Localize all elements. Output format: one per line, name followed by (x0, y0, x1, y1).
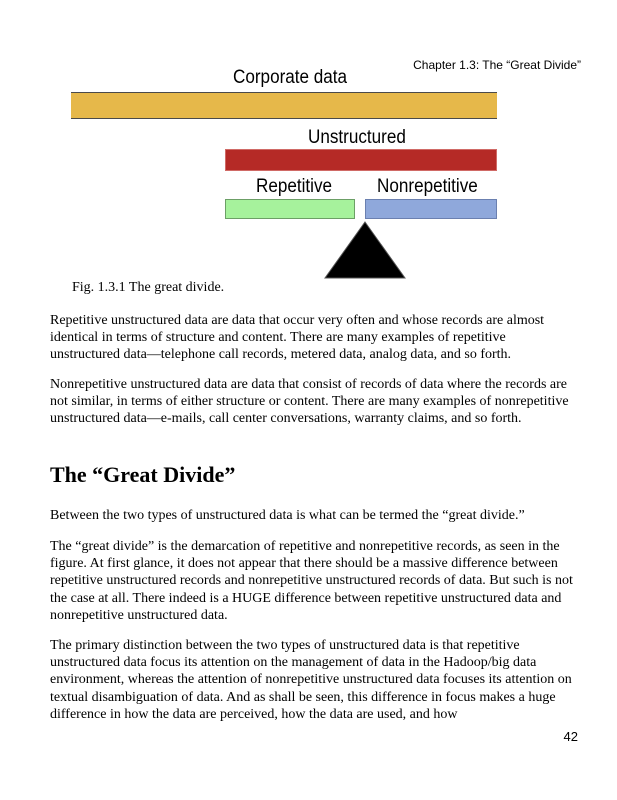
corporate-data-bar (71, 92, 497, 119)
running-header: Chapter 1.3: The “Great Divide” (413, 58, 581, 72)
corporate-data-label: Corporate data (233, 67, 348, 88)
paragraph-primary-distinction: The primary distinction between the two types of unstructured data is that repetitive unstructured data focus its attention on the management of data in the Hadoop/big data environment, whereas the attention of nonrepetitive unstructured data focuses its attention on textual disambiguation of data. And as shall be seen, this difference in focus makes a huge difference in how the data are perceived, how the data are used, and how (50, 638, 572, 722)
unstructured-label: Unstructured (308, 127, 406, 148)
repetitive-label: Repetitive (256, 176, 333, 197)
page-number: 42 (563, 729, 578, 744)
paragraph-between: Between the two types of unstructured data is what can be termed the “great divide.” (50, 508, 525, 523)
paragraph-repetitive: Repetitive unstructured data are data that occur very often and whose records are almost identical in terms of structure and content. There are many examples of repetitive unstructured data—telephone call records, metered data, analog data, and so forth. (50, 313, 545, 363)
nonrepetitive-bar (365, 199, 497, 219)
nonrepetitive-label: Nonrepetitive (377, 176, 478, 197)
section-heading: The “Great Divide” (50, 462, 236, 487)
repetitive-bar (225, 199, 355, 219)
unstructured-bar (225, 149, 497, 171)
fulcrum-triangle (322, 220, 408, 280)
figure-caption: Fig. 1.3.1 The great divide. (72, 280, 225, 295)
paragraph-great-divide: The “great divide” is the demarcation of repetitive and nonrepetitive records, as seen in the figure. At first glance, it does not appear that there should be a massive difference between repetitive unstructured records and nonrepetitive unstructured records of data. But such is not the case at all. There indeed is a HUGE difference between repetitive unstructured data and nonrepetitive unstructured data. (50, 539, 573, 623)
paragraph-nonrepetitive: Nonrepetitive unstructured data are data that consist of records of data where the records are not similar, in terms of either structure or content. There are many examples of nonrepetitive unstructured data—e-mails, call center conversations, warranty claims, and so forth. (50, 377, 569, 427)
